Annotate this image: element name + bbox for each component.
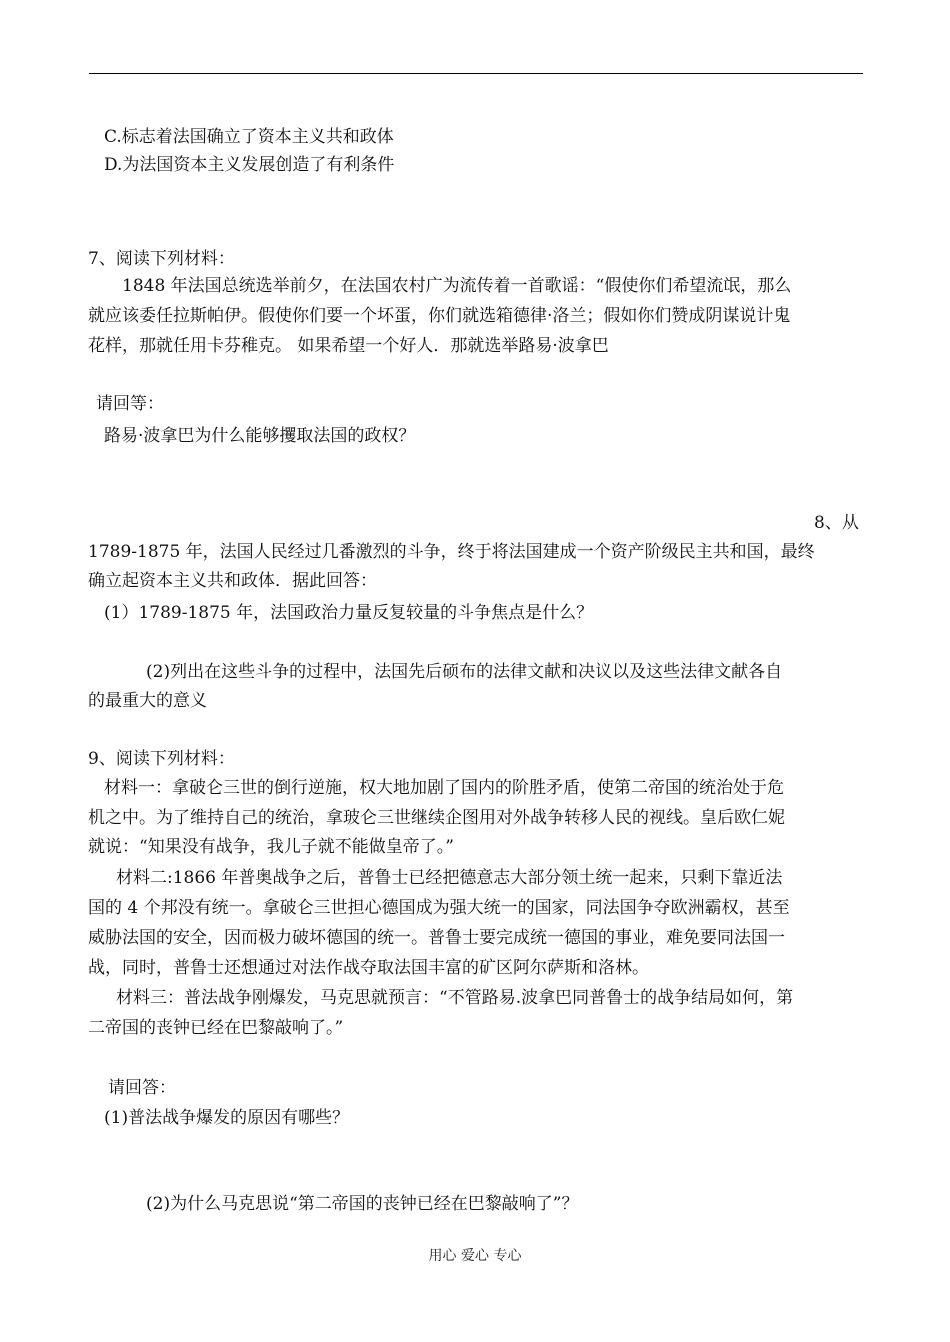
q9-subquestion-2: (2)为什么马克思说“第二帝国的丧钟已经在巴黎敲响了”？ [146,1194,579,1214]
q7-question: 路易·波拿巴为什么能够攫取法国的政权？ [104,426,416,446]
q9-material1-line-1: 材料一：拿破仑三世的倒行逆施，权大地加剧了国内的阶胜矛盾，使第二帝国的统治处于危 [104,778,784,798]
q7-prompt: 请回等： [96,394,164,414]
q8-subquestion-2-line-2: 的最重大的意义 [88,691,207,711]
q9-subquestion-1: (1)普法战争爆发的原因有哪些？ [104,1108,350,1128]
q9-material3-line-2: 二帝国的丧钟已经在巴黎敲响了。” [88,1018,344,1038]
q7-material-line-3: 花样，那就任用卡芬稚克。 如果希望一个好人．那就选举路易·波拿巴 [88,336,609,356]
q6-option-d: D.为法国资本主义发展创造了有利条件 [104,155,395,175]
q9-material1-line-3: 就说：“知果没有战争，我儿子就不能做皇帝了。” [88,837,454,857]
q8-subquestion-1: (1）1789-1875 年，法国政治力量反复较量的斗争焦点是什么？ [104,603,594,623]
q8-subquestion-2-line-1: (2)列出在这些斗争的过程中，法国先后硕布的法律文献和决议以及这些法律文献各自 [146,662,783,682]
q9-heading: 9、阅读下列材料： [88,749,235,769]
q8-number: 8、从 [814,513,859,533]
page-footer: 用心 爱心 专心 [428,1248,522,1264]
q9-material2-line-1: 材料二:1866 年普奥战争之后，普鲁士已经把德意志大部分领土统一起来，只剩下靠近法 [116,868,783,888]
q8-intro-line-1: 1789-1875 年，法国人民经过几番激烈的斗争，终于将法国建成一个资产阶级民主共和国，最终 [88,542,815,562]
header-rule [89,73,863,74]
q8-intro-line-2: 确立起资本主义共和政体．据此回答： [88,571,377,591]
q6-option-c: C.标志着法国确立了资本主义共和政体 [104,127,394,147]
q9-material2-line-2: 国的 4 个邦没有统一。拿破仑三世担心德国成为强大统一的国家，同法国争夺欧洲霸权，甚至 [88,898,790,918]
q9-material2-line-4: 战，同时，普鲁士还想通过对法作战夺取法国丰富的矿区阿尔萨斯和洛林。 [88,958,649,978]
q9-material2-line-3: 威胁法国的安全，因而极力破坏德国的统一。普鲁士要完成统一德国的事业，难免要同法国一 [88,928,785,948]
q9-material3-line-1: 材料三：普法战争刚爆发，马克思就预言：“不管路易.波拿巴同普鲁士的战争结局如何，第 [116,988,794,1008]
q7-material-line-2: 就应该委任拉斯帕伊。假使你们要一个坏蛋，你们就选箱德律·洛兰；假如你们赞成阴谋说计鬼 [88,306,791,326]
q7-heading: 7、阅读下列材料： [88,249,235,269]
q7-material-line-1: 1848 年法国总统选举前夕，在法国农村广为流传着一首歌谣：“假使你们希望流氓，那么 [122,276,792,296]
q9-material1-line-2: 机之中。为了维持自己的统治，拿玻仑三世继续企图用对外战争转移人民的视线。皇后欧仁妮 [88,808,785,828]
q9-prompt: 请回答： [108,1078,176,1098]
